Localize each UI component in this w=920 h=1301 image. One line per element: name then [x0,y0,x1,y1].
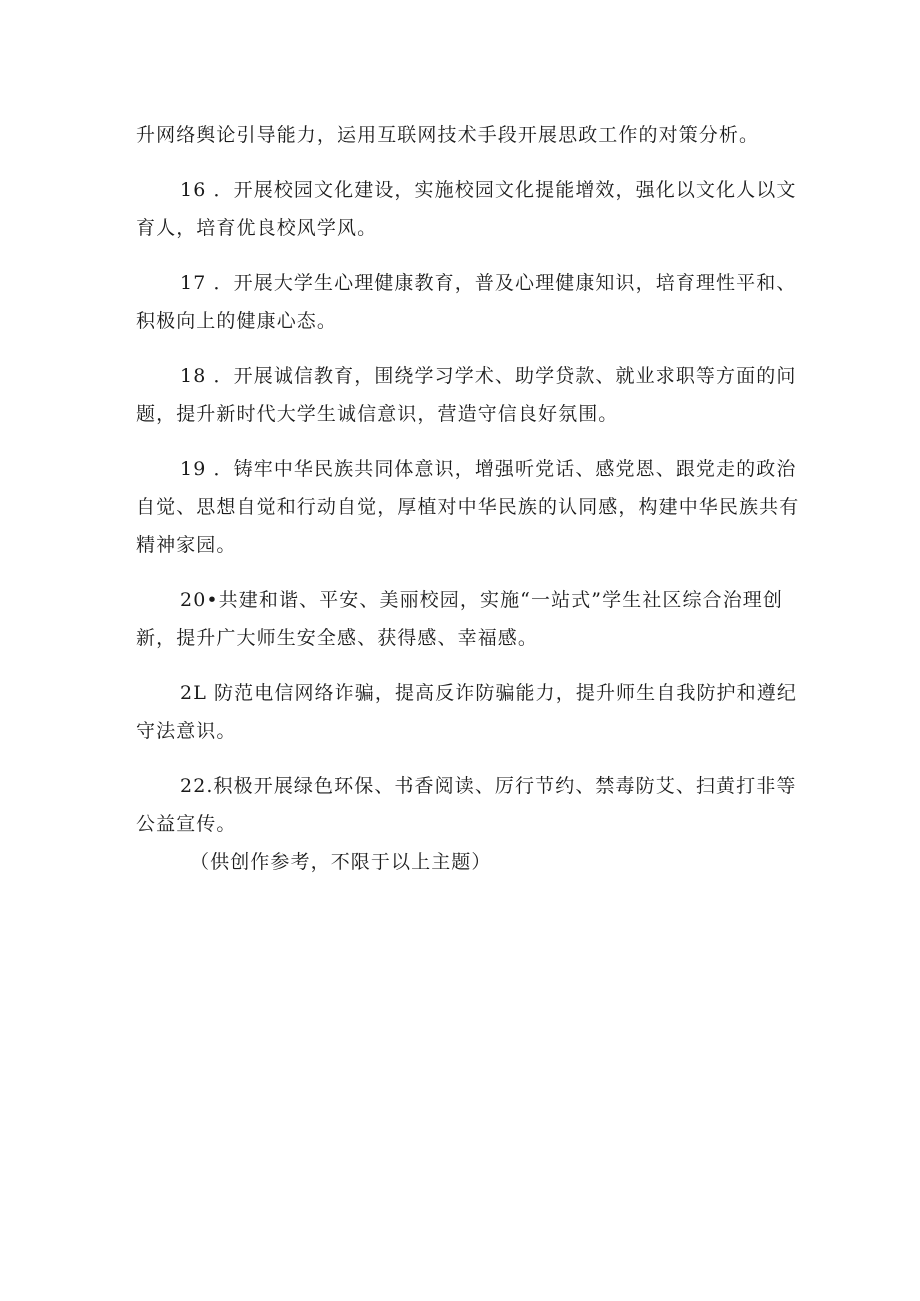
paragraph-item-18 [136,357,796,433]
paragraph-item-17 [136,264,796,340]
paragraph-line: 育人，培育优良校风学风。 [136,217,378,239]
paragraph-item-21 [136,674,796,750]
paragraph-line: 积极向上的健康心态。 [136,310,338,332]
paragraph-item-19 [136,450,800,564]
paragraph-line: 22.积极开展绿色环保、书香阅读、厉行节约、禁毒防艾、扫黄打非等 [180,775,797,797]
paragraph-item-20 [136,581,796,657]
paragraph-line: 自觉、思想自觉和行动自觉，厚植对中华民族的认同感，构建中华民族共有 [136,496,800,518]
closing-note [136,843,796,881]
paragraph-line: 升网络舆论引导能力，运用互联网技术手段开展思政工作的对策分析。 [136,124,760,146]
paragraph-item-22 [136,767,796,843]
paragraph-line: 18 ．开展诚信教育，围绕学习学术、助学贷款、就业求职等方面的问 [180,365,797,387]
paragraph-line: 16 ．开展校园文化建设，实施校园文化提能增效，强化以文化人以文 [180,179,797,201]
note-line: （供创作参考，不限于以上主题） [190,851,492,873]
paragraph-item-16 [136,171,796,247]
paragraph-line: 题，提升新时代大学生诚信意识，营造守信良好氛围。 [136,403,619,425]
document-body [136,116,800,881]
paragraph-line: 公益宣传。 [136,813,237,835]
paragraph-line: 2L 防范电信网络诈骗，提高反诈防骗能力，提升师生自我防护和遵纪 [180,682,797,704]
paragraph-line: 19 ．铸牢中华民族共同体意识，增强听党话、感党恩、跟党走的政治 [180,458,797,480]
paragraph-intro-continuation [136,116,796,154]
paragraph-line: 守法意识。 [136,720,237,742]
paragraph-line: 17 ．开展大学生心理健康教育，普及心理健康知识，培育理性平和、 [180,272,797,294]
paragraph-line: 20•共建和谐、平安、美丽校园，实施“一站式”学生社区综合治理创 [180,589,784,611]
paragraph-line: 新，提升广大师生安全感、获得感、幸福感。 [136,627,539,649]
paragraph-line: 精神家园。 [136,534,237,556]
